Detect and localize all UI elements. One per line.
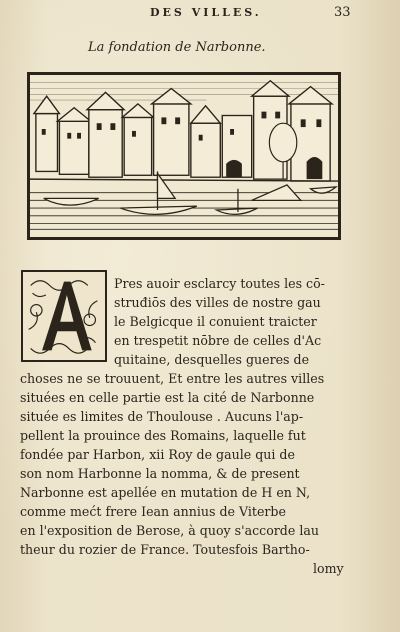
woodcut-town-icon xyxy=(27,72,341,240)
page-number: 33 xyxy=(334,5,351,20)
body-line: quitaine, desquelles gueres de xyxy=(114,352,310,367)
body-line: pellent la prouince des Romains, laquelle fut xyxy=(20,428,306,443)
body-line: situées en celle partie est la cité de Narbonne xyxy=(20,390,315,405)
body-line: située es limites de Thoulouse . Aucuns l'ap- xyxy=(20,409,304,424)
body-line: struđiōs des villes de nostre gau xyxy=(114,295,321,310)
decorated-initial-icon xyxy=(21,270,107,362)
running-title: DES VILLES. xyxy=(150,6,262,19)
chapter-title: La fondation de Narbonne. xyxy=(88,40,266,55)
body-line: fondée par Harbon, xii Roy de gaule qui de xyxy=(20,447,295,462)
body-line: Narbonne est apellée en mutation de H en N, xyxy=(20,485,311,500)
body-line: theur du rozier de France. Toutesfois Bartho- xyxy=(20,542,310,557)
body-line: comme mećt frere Iean annius de Viterbe xyxy=(20,504,286,519)
body-line: son nom Harbonne la nomma, & de present xyxy=(20,466,300,481)
body-line: en trespetit nōbre de celles d'Ac xyxy=(114,333,322,348)
body-line: Pres auoir esclarcy toutes les cō- xyxy=(114,276,325,291)
body-line: en l'exposition de Berose, à quoy s'accorde lau xyxy=(20,523,319,538)
body-line: le Belgicque il conuient traicter xyxy=(114,314,317,329)
body-line: choses ne se trouuent, Et entre les autres villes xyxy=(20,371,325,386)
body-line: lomy xyxy=(313,561,344,576)
